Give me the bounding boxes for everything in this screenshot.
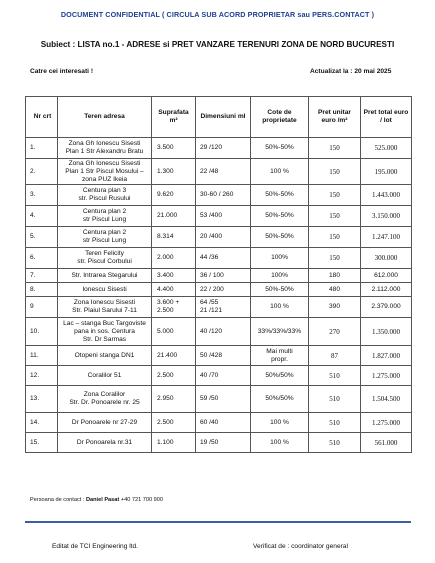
address-cell (58, 185, 152, 206)
unit-price-value: 270 (329, 327, 340, 336)
area-cell (152, 269, 196, 283)
area-value: 21.000 (157, 212, 178, 219)
address-cell (58, 386, 152, 413)
area-cell (152, 346, 196, 366)
table-row (26, 227, 412, 248)
row-number-text: 9 (30, 303, 34, 310)
area-value: 5.000 (157, 327, 174, 335)
total-price-value: 1.504.500 (372, 395, 400, 403)
address-cell (58, 159, 152, 185)
table-row (26, 413, 412, 433)
dimensions-value: 40 /70 (200, 371, 219, 379)
unit-price-cell (309, 227, 361, 248)
row-number-text: 7. (30, 271, 36, 279)
dimensions-value: 21 /121 (200, 307, 222, 314)
address-line: zona PUZ Ikeia (81, 175, 128, 183)
area-value: 4.400 (157, 285, 174, 293)
dimensions-cell (196, 159, 251, 185)
address-cell (58, 318, 152, 346)
total-price-value: 1.275.000 (372, 418, 400, 427)
ownership-cell (251, 386, 309, 413)
area-value: 3.500 (157, 144, 174, 151)
ownership-value: 50%-50% (265, 191, 294, 198)
dimensions-value: 22 /48 (200, 167, 219, 175)
address-line: str. Piscul Rusului (78, 195, 131, 202)
address-cell (58, 346, 152, 366)
row-number (26, 297, 58, 318)
dimensions-cell (196, 185, 251, 206)
area-value: 1.300 (157, 167, 174, 175)
area-value: 1.100 (157, 438, 174, 446)
area-value: 9.620 (157, 191, 174, 198)
unit-price-value: 150 (329, 233, 340, 241)
row-number (26, 248, 58, 269)
addressee-line: Catre cei interesati ! (30, 68, 94, 75)
total-price-cell (361, 366, 412, 386)
ownership-value: 33%/33%/33% (257, 327, 302, 335)
row-number (26, 318, 58, 346)
row-number-text: 10. (30, 327, 40, 335)
unit-price-value: 150 (329, 254, 340, 262)
address-line: Zona Coralilor (83, 391, 126, 398)
total-price-cell (361, 346, 412, 366)
ownership-cell (251, 283, 309, 297)
unit-price-value: 150 (329, 144, 340, 152)
dimensions-value: 53 /400 (200, 212, 222, 219)
table-row (26, 138, 412, 159)
address-line: Centura plan 3 (82, 187, 127, 194)
ownership-value: 100 % (270, 303, 289, 310)
total-price-cell (361, 248, 412, 269)
col-header-dimensions: Dimensiuni ml (196, 97, 251, 138)
area-cell (152, 297, 196, 318)
ownership-cell (251, 413, 309, 433)
address-line: Centura plan 2 (82, 229, 127, 236)
address-line: Ionescu Sisesti (82, 285, 127, 293)
total-price-cell (361, 159, 412, 185)
unit-price-cell (309, 433, 361, 453)
unit-price-value: 390 (328, 303, 340, 310)
area-value: 2.500 (157, 307, 174, 314)
total-price-value: 2.112.000 (371, 285, 401, 293)
row-number-text: 1. (30, 144, 36, 151)
ownership-cell (251, 346, 309, 366)
address-cell (58, 433, 152, 453)
ownership-value: Mai multi (266, 347, 293, 355)
address-line: pana in sos. Centura (74, 327, 135, 335)
unit-price-cell (309, 346, 361, 366)
dimensions-cell (196, 386, 251, 413)
total-price-cell (361, 433, 412, 453)
col-header-unit-price: Pret unitar euro /m² (309, 97, 361, 138)
area-value: 2.000 (157, 254, 174, 261)
total-price-value: 1.827.000 (372, 351, 400, 360)
address-line: Plan 1 Str Alexandru Bratu (65, 148, 144, 155)
unit-price-cell (309, 248, 361, 269)
row-number (26, 386, 58, 413)
row-number-text: 4. (30, 212, 36, 219)
address-line: str Piscul Lung (82, 237, 127, 244)
dimensions-value: 64 /55 (200, 299, 219, 306)
row-number (26, 206, 58, 227)
ownership-cell (251, 185, 309, 206)
dimensions-value: 59 /50 (200, 395, 219, 402)
contact-phone: +40 721 700 900 (120, 497, 163, 503)
area-value: 2.950 (157, 395, 174, 402)
area-cell (152, 283, 196, 297)
ownership-cell (251, 366, 309, 386)
area-cell (152, 318, 196, 346)
table-row (26, 283, 412, 297)
unit-price-cell (309, 185, 361, 206)
address-cell (58, 297, 152, 318)
row-number (26, 138, 58, 159)
address-line: Teren Felicity (85, 250, 124, 257)
table-row (26, 346, 412, 366)
address-line: str Piscul Lung (82, 216, 127, 223)
ownership-cell (251, 248, 309, 269)
address-cell (58, 269, 152, 283)
address-cell (58, 206, 152, 227)
row-number-text: 8. (30, 285, 36, 293)
ownership-value: 50%-50% (265, 285, 294, 293)
total-price-value: 561.000 (374, 438, 398, 447)
ownership-cell (251, 206, 309, 227)
address-line: Otopeni stanga DN1 (74, 351, 135, 359)
address-cell (58, 138, 152, 159)
unit-price-cell (309, 138, 361, 159)
ownership-cell (251, 297, 309, 318)
dimensions-cell (196, 283, 251, 297)
unit-price-value: 510 (329, 395, 340, 403)
address-cell (58, 366, 152, 386)
dimensions-cell (196, 366, 251, 386)
unit-price-cell (309, 386, 361, 413)
confidentiality-notice: DOCUMENT CONFIDENTIAL ( CIRCULA SUB ACORD PROPRIETAR sau PERS.CONTACT ) (60, 10, 375, 19)
unit-price-cell (309, 366, 361, 386)
total-price-value: 1.275.000 (372, 371, 400, 380)
address-cell (58, 248, 152, 269)
area-cell (152, 386, 196, 413)
land-listing-table (25, 96, 412, 453)
total-price-value: 1.247.100 (372, 233, 400, 241)
row-number-text: 2. (30, 167, 36, 175)
area-cell (152, 159, 196, 185)
total-price-cell (361, 283, 412, 297)
dimensions-value: 60 /40 (200, 418, 219, 426)
unit-price-value: 87 (331, 351, 338, 360)
unit-price-value: 480 (328, 285, 340, 293)
address-line: Zona Gh Ionescu Sisesti (68, 159, 141, 167)
ownership-value: 50%-50% (265, 212, 294, 219)
ownership-value: 100% (271, 271, 288, 279)
ownership-value: 50%/50% (265, 395, 294, 402)
dimensions-cell (196, 433, 251, 453)
updated-date: Actualizat la : 20 mai 2025 (310, 68, 392, 75)
ownership-value: 100 % (270, 418, 289, 426)
table-row (26, 433, 412, 453)
col-header-area: Suprafata m² (152, 97, 196, 138)
row-number (26, 227, 58, 248)
total-price-cell (361, 386, 412, 413)
dimensions-value: 44 /36 (200, 254, 219, 261)
area-cell (152, 227, 196, 248)
row-number-text: 12. (30, 371, 40, 379)
area-value: 21.400 (157, 351, 178, 359)
total-price-cell (361, 185, 412, 206)
total-price-value: 2.379.000 (371, 303, 401, 310)
total-price-cell (361, 413, 412, 433)
col-header-address: Teren adresa (58, 97, 152, 138)
dimensions-cell (196, 227, 251, 248)
total-price-value: 612.000 (374, 271, 398, 279)
area-value: 2.500 (157, 371, 174, 379)
unit-price-value: 150 (329, 212, 340, 220)
area-cell (152, 248, 196, 269)
address-line: Coralilor 51 (87, 371, 122, 379)
dimensions-value: 40 /120 (200, 327, 222, 335)
edited-by: Editat de TCI Engineering ltd. (52, 543, 139, 550)
unit-price-value: 150 (329, 167, 340, 176)
address-line: Zona Gh Ionescu Sisesti (68, 140, 141, 147)
area-cell (152, 138, 196, 159)
total-price-cell (361, 206, 412, 227)
table-row (26, 386, 412, 413)
area-value: 8.314 (157, 233, 174, 240)
table-row (26, 248, 412, 269)
dimensions-cell (196, 206, 251, 227)
row-number (26, 269, 58, 283)
dimensions-cell (196, 346, 251, 366)
ownership-value: 50%-50% (265, 233, 294, 240)
contact-line (30, 497, 163, 503)
table-row (26, 159, 412, 185)
unit-price-value: 510 (329, 418, 340, 427)
address-line: Dr Ponoarele nr 27-29 (71, 418, 138, 426)
unit-price-cell (309, 206, 361, 227)
area-value: 2.500 (157, 418, 174, 426)
dimensions-value: 30-60 / 260 (200, 191, 234, 198)
dimensions-value: 50 /428 (200, 351, 222, 359)
total-price-cell (361, 227, 412, 248)
total-price-cell (361, 318, 412, 346)
unit-price-cell (309, 269, 361, 283)
address-line: Str. Dr. Ponoarele nr. 25 (69, 399, 140, 406)
ownership-cell (251, 227, 309, 248)
dimensions-value: 19 /50 (200, 438, 219, 446)
total-price-value: 525.000 (374, 144, 398, 152)
address-cell (58, 283, 152, 297)
total-price-cell (361, 138, 412, 159)
ownership-value: 50%/50% (265, 371, 294, 379)
row-number-text: 15. (30, 438, 40, 446)
unit-price-value: 510 (329, 438, 340, 447)
total-price-value: 300.000 (374, 254, 398, 262)
ownership-value: 50%-50% (265, 144, 294, 151)
contact-label: Persoana de contact : (30, 497, 85, 503)
table-row (26, 185, 412, 206)
total-price-value: 3.150.000 (372, 212, 400, 220)
area-cell (152, 413, 196, 433)
table-row (26, 269, 412, 283)
table-header-row (26, 97, 412, 138)
dimensions-cell (196, 297, 251, 318)
dimensions-cell (196, 413, 251, 433)
col-header-nr: Nr crt (26, 97, 58, 138)
dimensions-value: 22 / 200 (200, 285, 224, 293)
dimensions-cell (196, 318, 251, 346)
table-row (26, 366, 412, 386)
row-number (26, 346, 58, 366)
dimensions-value: 20 /400 (200, 233, 222, 240)
dimensions-cell (196, 269, 251, 283)
row-number-text: 3. (30, 191, 36, 198)
total-price-cell (361, 269, 412, 283)
row-number-text: 14. (30, 418, 40, 426)
address-line: Plan 1 Str Piscul Mosului – (65, 167, 144, 175)
row-number-text: 11. (30, 351, 39, 359)
table-row (26, 297, 412, 318)
unit-price-cell (309, 297, 361, 318)
area-cell (152, 185, 196, 206)
ownership-cell (251, 269, 309, 283)
row-number (26, 433, 58, 453)
address-line: Str. Intrarea Stegarului (71, 271, 138, 279)
unit-price-cell (309, 283, 361, 297)
row-number (26, 185, 58, 206)
area-cell (152, 366, 196, 386)
unit-price-cell (309, 318, 361, 346)
row-number-text: 6. (30, 254, 36, 261)
unit-price-cell (309, 413, 361, 433)
table-row (26, 206, 412, 227)
document-subject: Subiect : LISTA no.1 - ADRESE si PRET VANZARE TERENURI ZONA DE NORD BUCURESTI (40, 40, 395, 49)
area-cell (152, 206, 196, 227)
ownership-cell (251, 433, 309, 453)
address-line: Lac – stanga Buc Targoviste (63, 319, 146, 327)
dimensions-value: 36 / 100 (200, 271, 224, 279)
total-price-value: 195.000 (374, 167, 398, 176)
ownership-value: 100 % (270, 438, 289, 446)
ownership-value: 100% (271, 254, 288, 261)
unit-price-value: 150 (329, 191, 340, 199)
footer-divider (25, 521, 411, 523)
unit-price-value: 180 (328, 271, 340, 279)
col-header-total-price: Pret total euro / lot (361, 97, 412, 138)
address-line: Str. Dr Sarmas (82, 335, 127, 343)
area-value: 3.600 + (157, 299, 180, 306)
row-number-text: 13. (30, 395, 40, 402)
dimensions-cell (196, 248, 251, 269)
table-row (26, 318, 412, 346)
ownership-value: propr. (271, 355, 288, 363)
address-line: str. Piscul Corbului (77, 258, 132, 265)
total-price-value: 1.350.000 (372, 327, 400, 336)
ownership-cell (251, 138, 309, 159)
contact-name: Daniel Pasat (85, 497, 120, 503)
unit-price-value: 510 (329, 371, 340, 380)
row-number (26, 283, 58, 297)
row-number (26, 159, 58, 185)
total-price-cell (361, 297, 412, 318)
ownership-value: 100 % (270, 167, 289, 175)
row-number (26, 366, 58, 386)
row-number-text: 5. (30, 233, 36, 240)
verified-by: Verificat de : coordinator general (253, 543, 348, 550)
ownership-cell (251, 159, 309, 185)
address-cell (58, 413, 152, 433)
address-cell (58, 227, 152, 248)
address-line: Dr Ponoarela nr.31 (76, 438, 133, 446)
row-number (26, 413, 58, 433)
dimensions-cell (196, 138, 251, 159)
address-line: Centura plan 2 (82, 208, 127, 215)
unit-price-cell (309, 159, 361, 185)
col-header-ownership: Cote de proprietate (251, 97, 309, 138)
address-line: Str. Plaiul Sarului 7-11 (72, 307, 137, 314)
area-value: 3.400 (157, 271, 174, 279)
total-price-value: 1.443.000 (372, 191, 400, 199)
dimensions-value: 29 /120 (200, 144, 222, 151)
ownership-cell (251, 318, 309, 346)
address-line: Zona Ionescu Sisesti (73, 299, 136, 306)
area-cell (152, 433, 196, 453)
